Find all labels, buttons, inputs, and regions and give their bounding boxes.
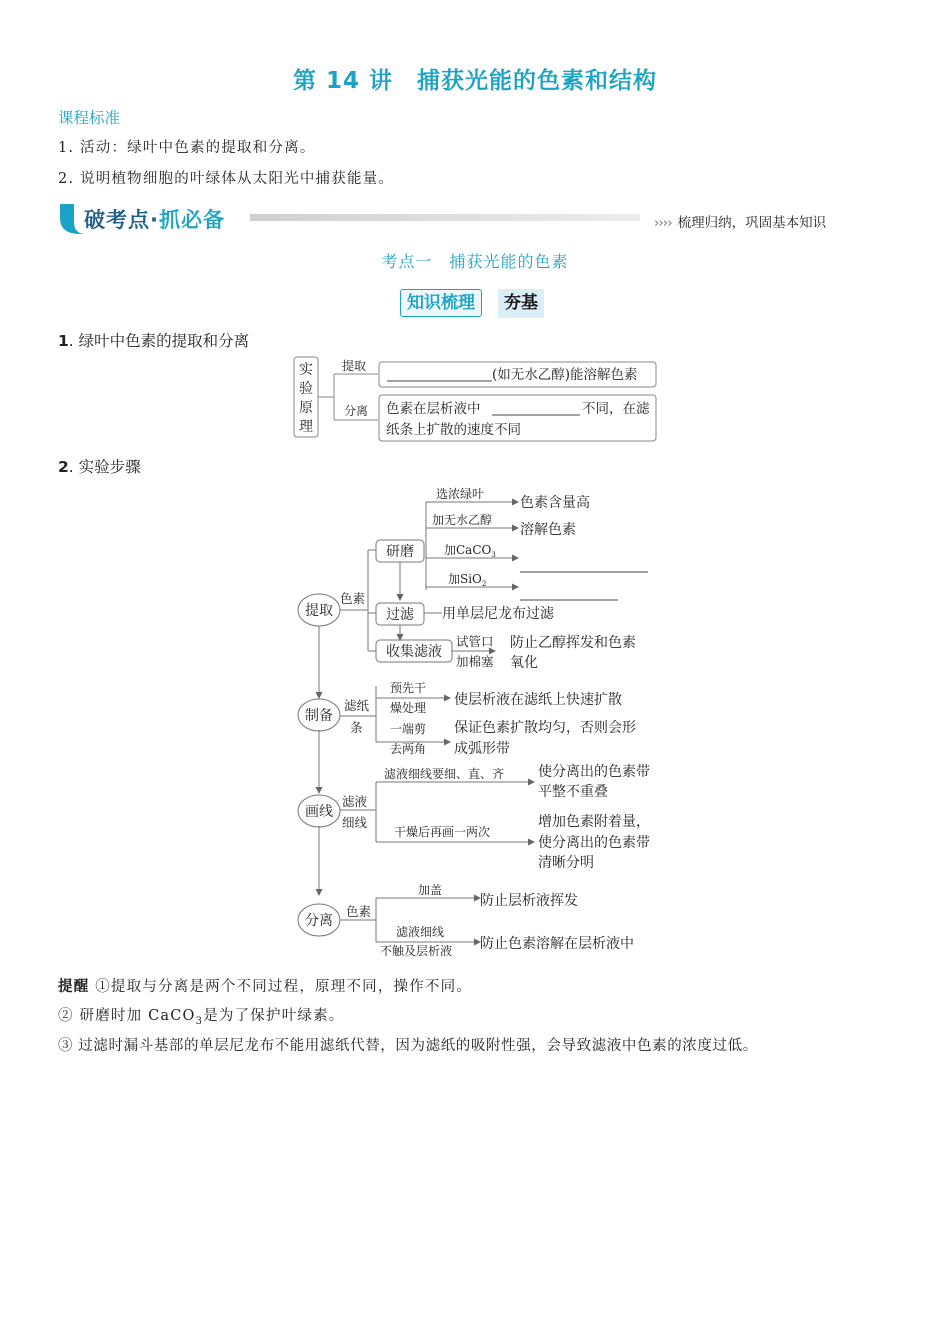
section-title: 考点一 捕获光能的色素 [381, 252, 569, 271]
grind-result-2: 溶解色素 [520, 522, 576, 538]
prepare-action-2b: 去两角 [390, 742, 427, 756]
separate-text-1a: 色素在层析液中 [386, 401, 481, 417]
grind-action-4-main: 加SiO [448, 572, 482, 586]
extract-node: 提取 [305, 603, 333, 619]
principle-diagram [290, 354, 670, 446]
knowledge-box-suffix: 夯基 [498, 289, 544, 318]
reminder-item-2-sub: 3 [195, 1015, 204, 1027]
line-label-2: 细线 [342, 815, 368, 830]
chevrons-icon: ›››› [654, 215, 672, 231]
draw-action-2: 干燥后再画一两次 [394, 825, 491, 839]
grind-action-4-sub: 2 [481, 580, 487, 588]
prepare-result-2b: 成弧形带 [454, 741, 510, 757]
grind-action-3-sub: 3 [491, 551, 496, 559]
collect-node: 收集滤液 [386, 644, 442, 660]
banner-corner-shape [60, 204, 86, 234]
banner-main: 破考点 [84, 208, 150, 232]
principle-char-2: 验 [299, 381, 313, 397]
principle-char-4: 理 [299, 419, 313, 435]
sep-action-2b: 不触及层析液 [380, 944, 453, 958]
separate-text-2: 纸条上扩散的速度不同 [386, 422, 521, 438]
strip-label-2: 条 [350, 720, 363, 735]
part1-heading-text: . 绿叶中色素的提取和分离 [68, 332, 250, 350]
reminder-item-3: ③ 过滤时漏斗基部的单层尼龙布不能用滤纸代替，因为滤纸的吸附性强，会导致滤液中色素的浓度过低。 [58, 1038, 758, 1054]
banner-subtitle-text: 梳理归纳，巩固基本知识 [677, 215, 827, 231]
part2-heading [58, 455, 141, 477]
extract-label: 提取 [342, 359, 367, 373]
prepare-action-1a: 预先干 [390, 681, 427, 695]
collect-result-2: 氧化 [510, 655, 538, 671]
grind-node: 研磨 [386, 544, 414, 560]
standard-item-2: 2. 说明植物细胞的叶绿体从太阳光中捕获能量。 [58, 171, 395, 187]
reminder-item-2-post: 是为了保护叶绿素。 [203, 1008, 345, 1024]
grind-action-3 [444, 542, 496, 559]
principle-char-1: 实 [299, 362, 313, 378]
collect-action-2: 加棉塞 [456, 654, 494, 669]
banner-accent: 抓必备 [158, 208, 225, 232]
reminder-label: 提醒 [58, 979, 90, 995]
banner-dot: · [150, 208, 159, 232]
line-label-1: 滤液 [342, 794, 368, 809]
prepare-action-2a: 一端剪 [390, 722, 427, 736]
sep-action-1a: 加盖 [418, 883, 443, 897]
standard-item-1: 1. 活动：绿叶中色素的提取和分离。 [58, 140, 316, 156]
draw-action-1: 滤液细线要细、直、齐 [384, 767, 505, 781]
reminder-item-1: ①提取与分离是两个不同过程，原理不同，操作不同。 [95, 979, 473, 995]
steps-diagram [290, 480, 670, 968]
grind-action-4 [448, 571, 486, 588]
draw-result-2b: 使分离出的色素带 [538, 835, 650, 851]
separate-text-1b: 不同，在滤 [582, 401, 650, 417]
draw-node: 画线 [305, 804, 333, 820]
banner-subtitle [654, 211, 826, 231]
draw-result-1b: 平整不重叠 [538, 784, 608, 800]
part2-heading-num: 2 [58, 458, 69, 476]
reminder-line-2 [58, 1004, 345, 1027]
prepare-result-2a: 保证色素扩散均匀，否则会形 [454, 720, 636, 736]
standards-heading: 课程标准 [58, 109, 121, 127]
prepare-result-1a: 使层析液在滤纸上快速扩散 [454, 692, 622, 708]
grind-result-1: 色素含量高 [520, 495, 590, 511]
knowledge-box: 知识梳理 [400, 289, 482, 317]
sep-result-2: 防止色素溶解在层析液中 [480, 936, 634, 952]
reminder-line-1 [58, 975, 472, 996]
banner-title [84, 204, 225, 234]
grind-action-2: 加无水乙醇 [432, 513, 493, 527]
collect-result-1: 防止乙醇挥发和色素 [510, 635, 636, 651]
extract-text: (如无水乙醇)能溶解色素 [492, 367, 638, 383]
principle-char-3: 原 [299, 400, 313, 416]
grind-action-1: 选浓绿叶 [436, 487, 485, 501]
prepare-node: 制备 [305, 708, 333, 724]
draw-result-2c: 清晰分明 [538, 855, 594, 871]
separate-label: 分离 [344, 404, 369, 418]
page-title: 第 14 讲 捕获光能的色素和结构 [292, 68, 658, 94]
banner-bar [250, 214, 640, 221]
filter-node: 过滤 [386, 607, 414, 623]
strip-label-1: 滤纸 [344, 698, 370, 713]
sep-node: 分离 [305, 913, 333, 929]
part1-heading-num: 1 [58, 332, 69, 350]
pigment-label-1: 色素 [340, 591, 366, 606]
draw-result-1a: 使分离出的色素带 [538, 764, 650, 780]
draw-result-2a: 增加色素附着量， [538, 814, 650, 830]
part1-heading [58, 329, 249, 351]
prepare-action-1b: 燥处理 [390, 701, 427, 715]
reminder-item-2-pre: ② 研磨时加 CaCO [58, 1008, 196, 1024]
part2-heading-text: . 实验步骤 [68, 458, 141, 476]
pigment-label-2: 色素 [346, 904, 372, 919]
filter-text: 用单层尼龙布过滤 [442, 606, 554, 622]
sep-action-2a: 滤液细线 [396, 925, 445, 939]
sep-result-1: 防止层析液挥发 [480, 893, 578, 909]
grind-action-3-main: 加CaCO [444, 543, 492, 557]
collect-action-1: 试管口 [456, 634, 494, 649]
